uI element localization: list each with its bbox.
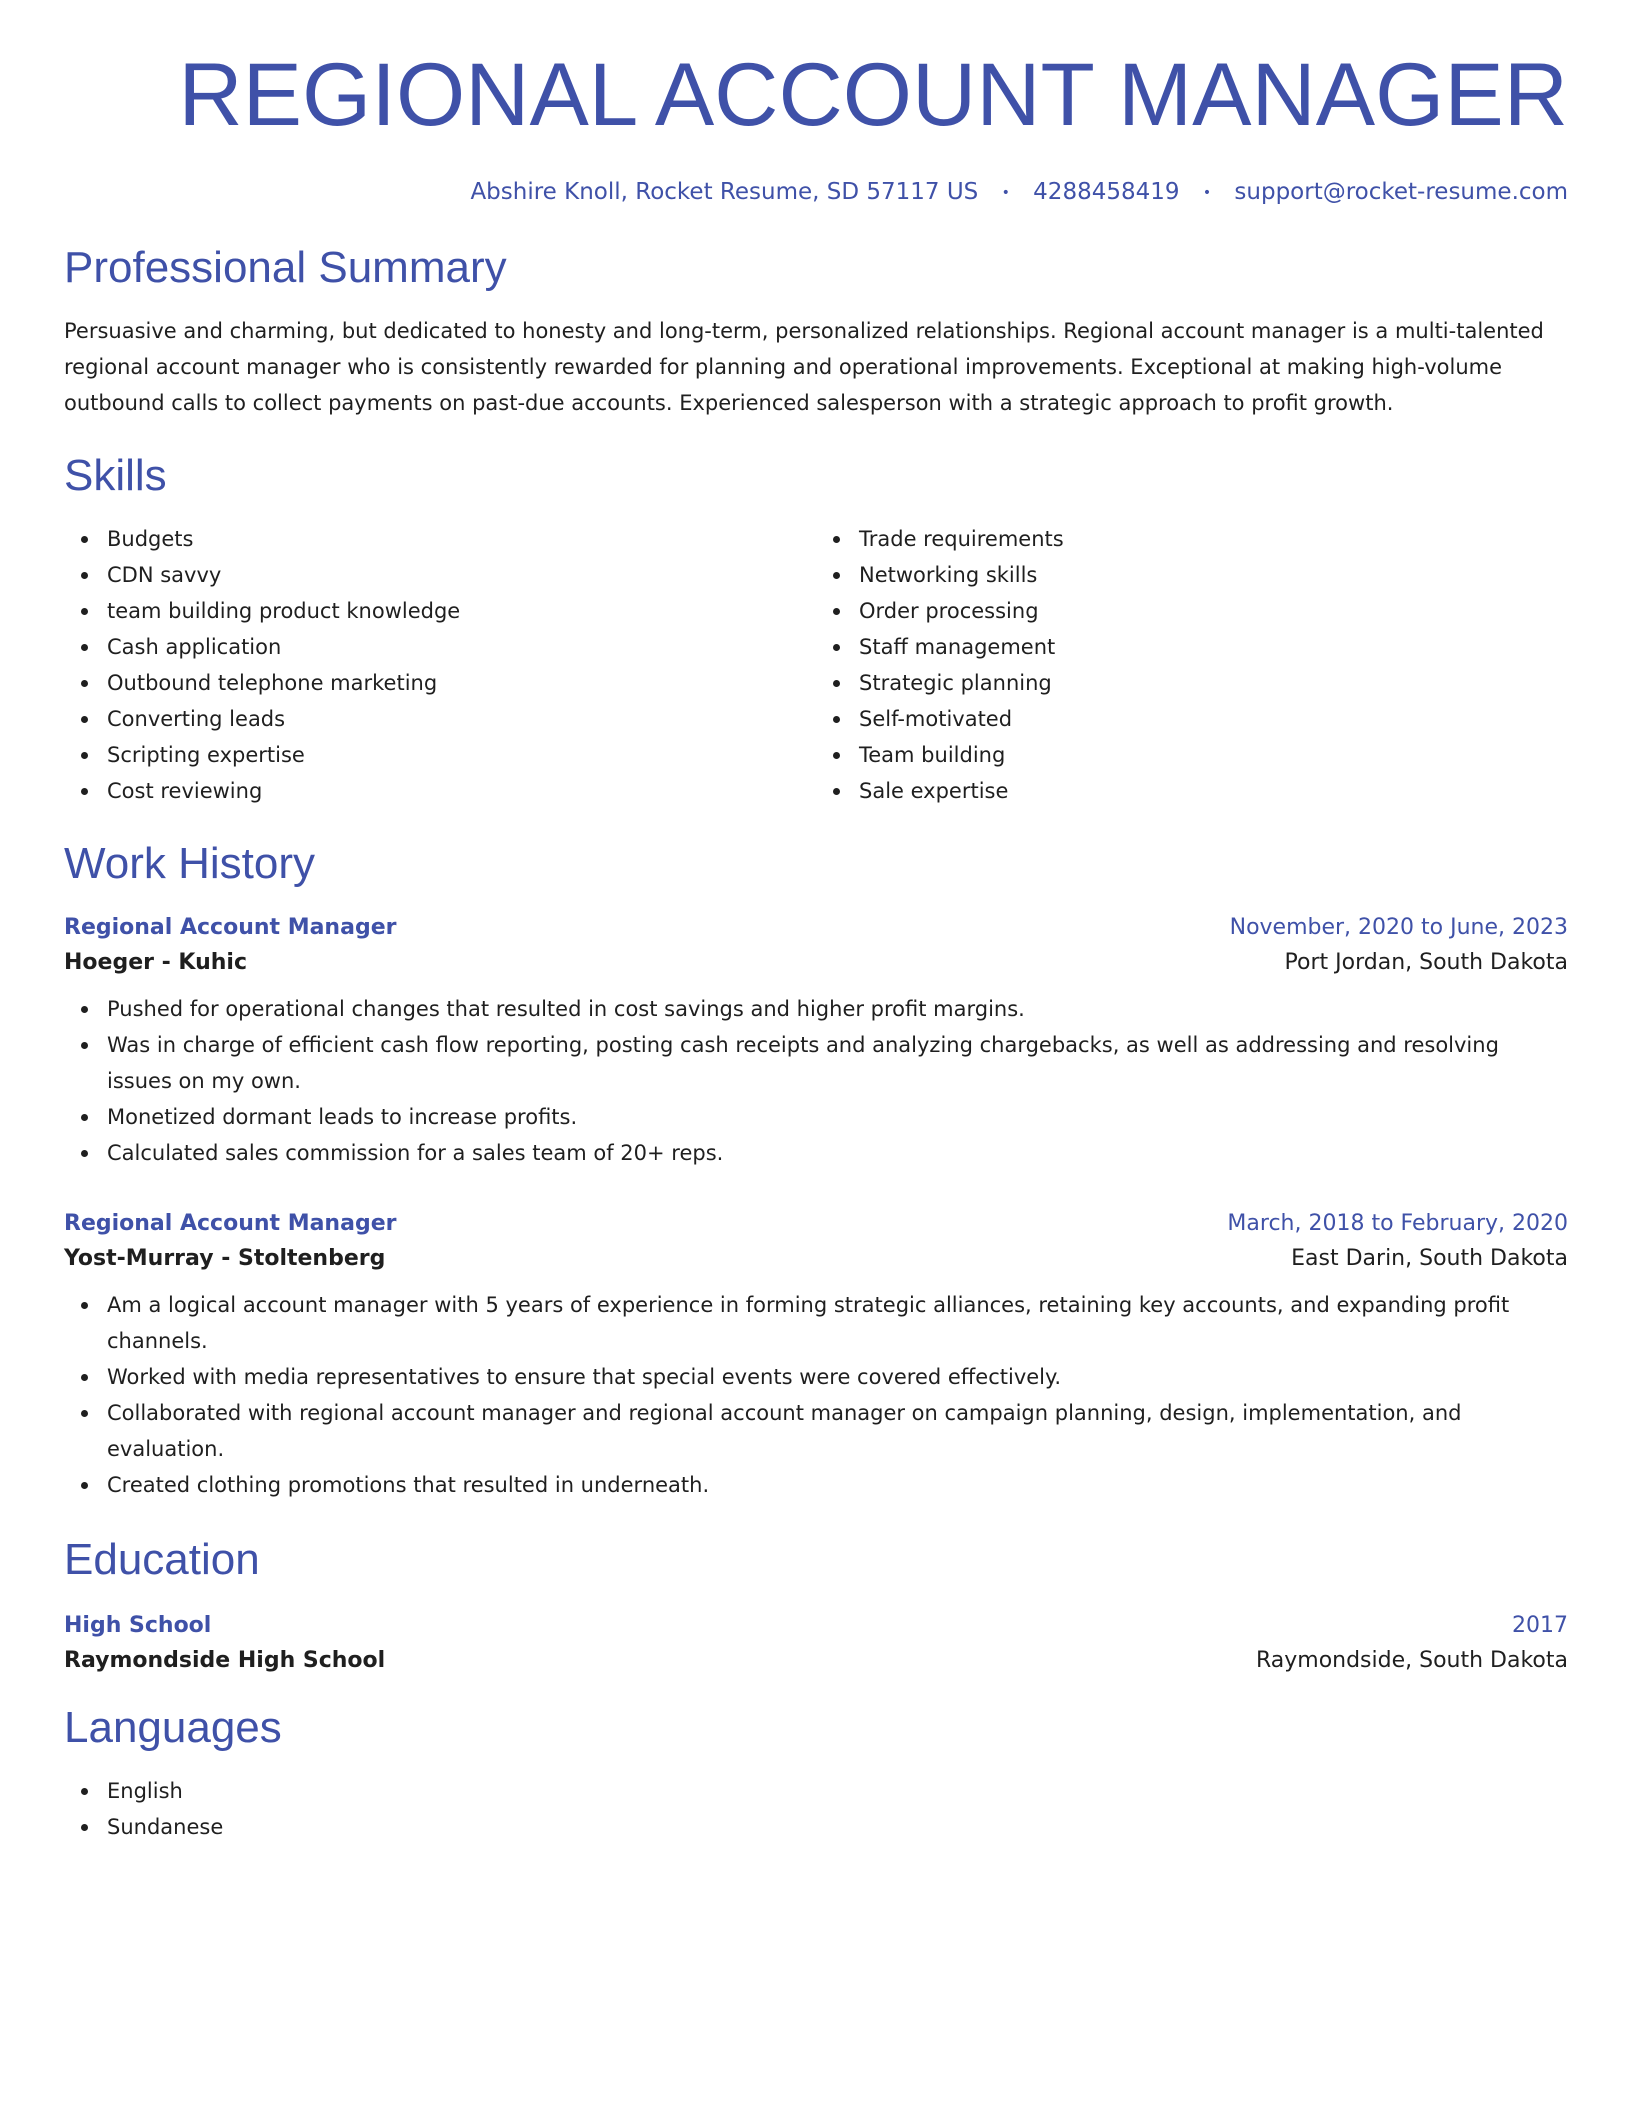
job-title: Regional Account Manager: [64, 1211, 397, 1236]
list-item: Outbound telephone marketing: [107, 665, 816, 701]
skills-right-list: [816, 521, 1568, 809]
list-item: Staff management: [859, 629, 1568, 665]
contact-line: [64, 179, 1568, 205]
education-entry: [64, 1613, 1568, 1673]
list-item: Budgets: [107, 521, 816, 557]
summary-heading: Professional Summary: [64, 243, 507, 292]
address: Abshire Knoll, Rocket Resume, SD 57117 US: [470, 179, 979, 205]
job-dates: November, 2020 to June, 2023: [1229, 915, 1568, 940]
list-item: Self-motivated: [859, 701, 1568, 737]
job-location: East Darin, South Dakota: [1291, 1246, 1568, 1271]
summary-section: [64, 243, 1568, 421]
resume-header: [64, 0, 1568, 205]
job-title: Regional Account Manager: [64, 915, 397, 940]
skills-section: [64, 451, 1568, 809]
degree: High School: [64, 1613, 212, 1638]
list-item: Scripting expertise: [107, 737, 816, 773]
list-item: Collaborated with regional account manager and regional account manager on campaign planning, design, implementation, and evaluation.: [107, 1395, 1568, 1467]
list-item: Cash application: [107, 629, 816, 665]
summary-text: Persuasive and charming, but dedicated to honesty and long-term, personalized relationships. Regional account manager is a multi-talented regional account manager who is consistently rewarded for planning and operational improvements. Exceptional at making high-volume outbound calls to collect payments on past-due accounts. Experienced salesperson with a strategic approach to profit growth.: [64, 319, 1544, 415]
graduation-year: 2017: [1512, 1613, 1568, 1638]
separator-dot: •: [1001, 184, 1010, 201]
company-name: Yost-Murray - Stoltenberg: [64, 1246, 386, 1271]
candidate-title: REGIONAL ACCOUNT MANAGER: [178, 44, 1568, 144]
list-item: Networking skills: [859, 557, 1568, 593]
job-bullets: [64, 991, 1568, 1171]
languages-list: [64, 1773, 1568, 1845]
education-section: [64, 1535, 1568, 1673]
list-item: Team building: [859, 737, 1568, 773]
list-item: Strategic planning: [859, 665, 1568, 701]
job-entry: [64, 1211, 1568, 1503]
list-item: Created clothing promotions that resulted in underneath.: [107, 1467, 1568, 1503]
list-item: Am a logical account manager with 5 years of experience in forming strategic alliances, retaining key accounts, and expanding profit channels.: [107, 1287, 1568, 1359]
work-history-heading: Work History: [64, 839, 315, 888]
list-item: Sale expertise: [859, 773, 1568, 809]
list-item: Worked with media representatives to ensure that special events were covered effectively.: [107, 1359, 1568, 1395]
list-item: CDN savvy: [107, 557, 816, 593]
email: support@rocket-resume.com: [1234, 179, 1568, 205]
list-item: Pushed for operational changes that resulted in cost savings and higher profit margins.: [107, 991, 1568, 1027]
skills-columns: [64, 521, 1568, 809]
separator-dot: •: [1202, 184, 1212, 201]
skills-left-list: [64, 521, 816, 809]
list-item: Monetized dormant leads to increase profits.: [107, 1099, 1568, 1135]
job-dates: March, 2018 to February, 2020: [1227, 1211, 1568, 1236]
skills-heading: Skills: [64, 451, 167, 500]
list-item: Sundanese: [107, 1809, 1568, 1845]
list-item: Calculated sales commission for a sales team of 20+ reps.: [107, 1135, 1568, 1171]
list-item: Converting leads: [107, 701, 816, 737]
work-history-section: [64, 839, 1568, 1503]
list-item: Was in charge of efficient cash flow reporting, posting cash receipts and analyzing chargebacks, as well as addressing and resolving issues on my own.: [107, 1027, 1568, 1099]
languages-heading: Languages: [64, 1703, 282, 1752]
company-name: Hoeger - Kuhic: [64, 950, 247, 975]
languages-section: [64, 1703, 1568, 1845]
list-item: English: [107, 1773, 1568, 1809]
list-item: Order processing: [859, 593, 1568, 629]
school-location: Raymondside, South Dakota: [1255, 1648, 1568, 1673]
job-entry: [64, 915, 1568, 1171]
phone: 4288458419: [1033, 179, 1180, 205]
education-heading: Education: [64, 1535, 260, 1584]
list-item: Trade requirements: [859, 521, 1568, 557]
school-name: Raymondside High School: [64, 1648, 386, 1673]
job-bullets: [64, 1287, 1568, 1503]
list-item: Cost reviewing: [107, 773, 816, 809]
job-location: Port Jordan, South Dakota: [1284, 950, 1568, 975]
list-item: team building product knowledge: [107, 593, 816, 629]
